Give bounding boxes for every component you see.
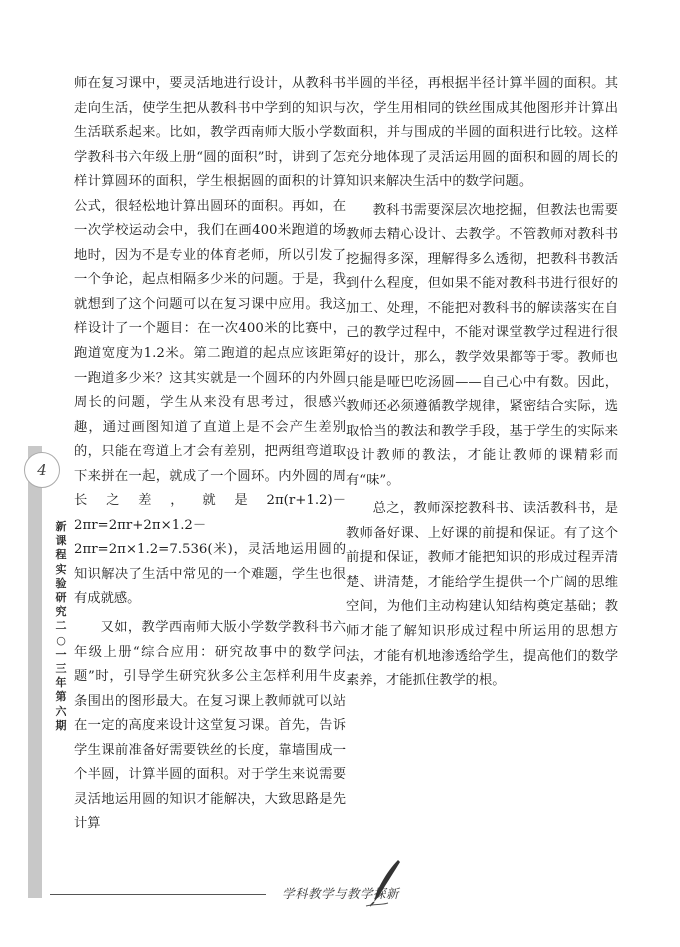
footer-title: 学科教学与教学探新: [282, 886, 400, 901]
paragraph: 教科书需要深层次地挖掘，但教法也需要教师去精心设计、去教学。不管教师对教科书挖掘得多深，理解得多么透彻，把教科书教活到什么程度，但如果不能对教科书进行很好的加工、处理，不能把对教科书的解读落实在自己的教学过程中，不能对课堂教学过程进行很好的设计，那么，教学效果都等于零。教师也只能是哑巴吃汤圆——自己心中有数。因此，教师还必须遵循教学规律，紧密结合实际，选取恰当的教法和教学手段，基于学生的实际来设计教师的教法，才能让教师的课精彩而有“味”。: [346, 202, 618, 488]
right-column: [346, 72, 618, 694]
side-margin-bar: [28, 446, 42, 898]
paragraph: 总之，教师深挖教科书、读活教科书，是教师备好课、上好课的前提和保证。有了这个前提和保证，教师才能把知识的形成过程弄清楚、讲清楚，才能给学生提供一个广阔的思维空间，为他们主动构建认知结构奠定基础；教师才能了解知识形成过程中所运用的思想方法，才能有机地渗透给学生，提高他们的数学素养，才能抓住教学的根。: [346, 501, 618, 689]
journal-name: 新课程实验研究: [55, 520, 67, 619]
footer-rule: [50, 894, 266, 895]
left-column: [74, 72, 346, 837]
paragraph: 师在复习课中，要灵活地进行设计，从教科书走向生活，使学生把从教科书中学到的知识与生活联系起来。比如，教学西南师大版小学数学教科书六年级上册“圆的面积”时，讲到了怎样计算圆环的面积，学生根据圆的面积的计算公式，很轻松地计算出圆环的面积。再如，在一次学校运动会中，我们在画400米跑道的场地时，因为不是专业的体育老师，所以引发了一个争论，起点相隔多少米的问题。于是，我就想到了这个问题可以在复习课中应用。我这样设计了一个题目：在一次400米的比赛中，跑道宽度为1.2米。第二跑道的起点应该距第一跑道多少米？这其实就是一个圆环的内外圆周长的问题，学生从来没有思考过，很感兴趣，通过画图知道了直道上是不会产生差别的，只能在弯道上才会有差别，把两组弯道取下来拼在一起，就成了一个圆环。内外圆的周长之差，就是2π(r+1.2)－2πr=2πr+2π×1.2－2πr=2π×1.2=7.536(米)，灵活地运用圆的知识解决了生活中常见的一个难题，学生也很有成就感。: [74, 76, 346, 607]
page-number: 4: [24, 452, 60, 488]
journal-title: [52, 520, 70, 733]
paragraph: 又如，教学西南师大版小学数学教科书六年级上册“综合应用：研究故事中的数学问题”时，引导学生研究狄多公主怎样利用牛皮条围出的图形最大。在复习课上教师就可以站在一定的高度来设计这堂复习课。首先，告诉学生课前准备好需要铁丝的长度，靠墙围成一个半圆，计算半圆的面积。对于学生来说需要灵活地运用圆的知识才能解决，大致思路是先计算: [74, 620, 346, 832]
quill-pen-icon: [364, 858, 404, 908]
journal-issue: 二○一三年 第六期: [55, 619, 67, 732]
paragraph: 半圆的半径，再根据半径计算半圆的面积。其次，学生用相同的铁丝围成其他图形并计算出面积，并与围成的半圆的面积进行比较。这样充分地体现了灵活运用圆的面积和圆的周长的知识来解决生活中的数学问题。: [346, 76, 618, 190]
